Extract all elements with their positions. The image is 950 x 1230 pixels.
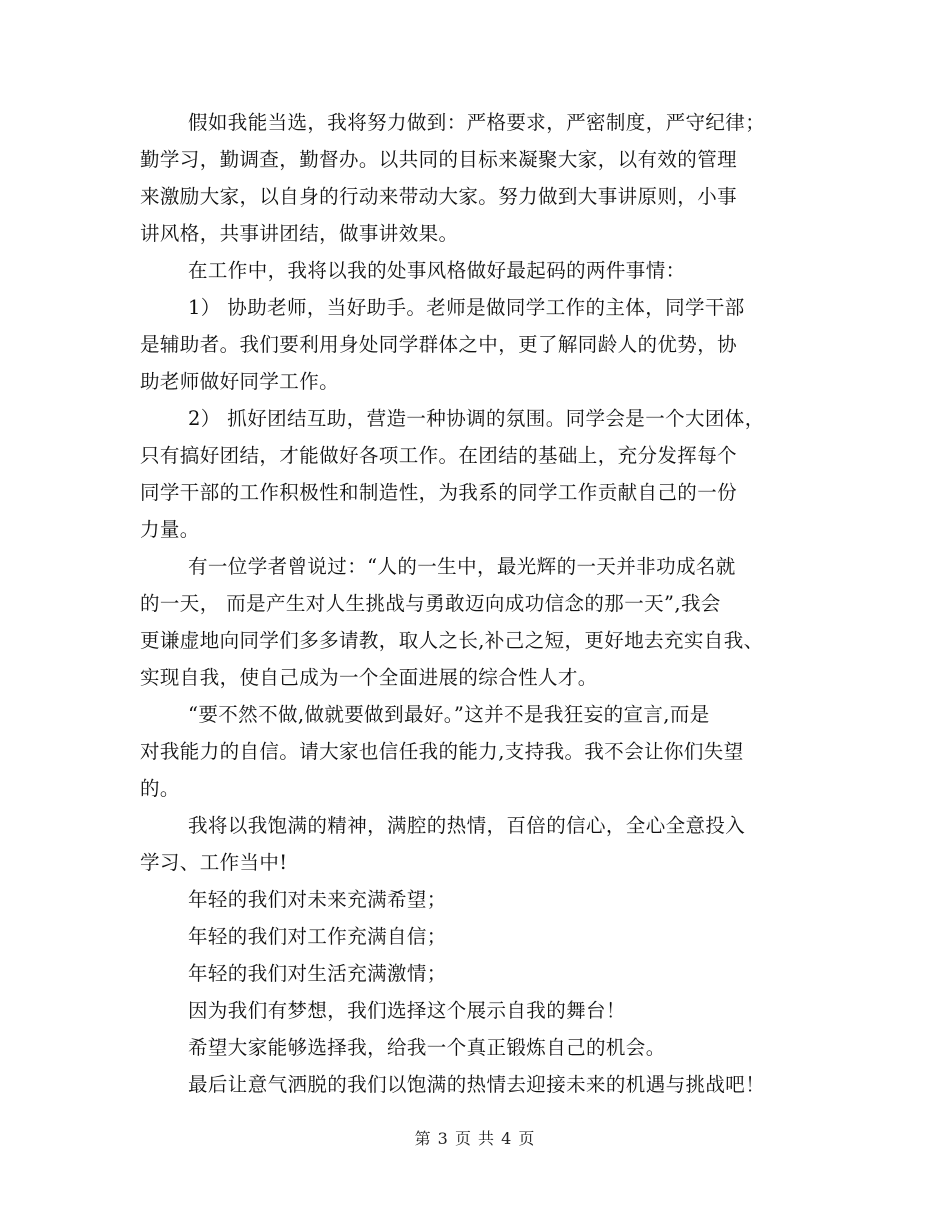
text-line: “要不然不做,做就要做到最好。”这并不是我狂妄的宣言,而是 — [188, 703, 710, 726]
text-line: 因为我们有梦想，我们选择这个展示自我的舞台！ — [188, 999, 626, 1022]
page-number-label: 第 3 页 共 4 页 — [414, 1129, 536, 1148]
text-line: 年轻的我们对工作充满自信； — [188, 925, 447, 948]
text-line: 实现自我，使自己成为一个全面进展的综合性人才。 — [140, 666, 598, 689]
text-line: 我将以我饱满的精神，满腔的热情，百倍的信心，全心全意投入 — [188, 814, 746, 837]
text-line: 的一天， 而是产生对人生挑战与勇敢迈向成功信念的那一天”,我会 — [140, 592, 721, 615]
text-line: 助老师做好同学工作。 — [140, 370, 340, 393]
text-line: 力量。 — [140, 518, 200, 541]
text-line: 同学干部的工作积极性和制造性，为我系的同学工作贡献自己的一份 — [140, 481, 738, 504]
text-line: 年轻的我们对生活充满激情； — [188, 962, 447, 985]
text-line: 讲风格，共事讲团结，做事讲效果。 — [140, 222, 459, 245]
text-line: 只有搞好团结，才能做好各项工作。在团结的基础上，充分发挥每个 — [140, 444, 738, 467]
text-line: 有一位学者曾说过：“人的一生中，最光辉的一天并非功成名就 — [188, 555, 736, 578]
text-line: 更谦虚地向同学们多多请教，取人之长,补己之短，更好地去充实自我、 — [140, 629, 764, 652]
text-line: 在工作中，我将以我的处事风格做好最起码的两件事情： — [188, 259, 686, 282]
text-line: 假如我能当选，我将努力做到：严格要求，严密制度，严守纪律； — [188, 111, 766, 134]
text-line: 来激励大家，以自身的行动来带动大家。努力做到大事讲原则，小事 — [140, 185, 738, 208]
text-line: 勤学习，勤调查，勤督办。以共同的目标来凝聚大家，以有效的管理 — [140, 148, 738, 171]
page-footer — [0, 1126, 950, 1149]
text-line: 的。 — [140, 777, 180, 800]
text-line: 学习、工作当中! — [140, 851, 288, 874]
text-line: 对我能力的自信。请大家也信任我的能力,支持我。我不会让你们失望 — [140, 740, 744, 763]
text-line: 希望大家能够选择我，给我一个真正锻炼自己的机会。 — [188, 1036, 666, 1059]
document-body — [140, 104, 820, 1103]
text-line: 年轻的我们对未来充满希望； — [188, 888, 447, 911]
text-line: 是辅助者。我们要利用身处同学群体之中，更了解同龄人的优势，协 — [140, 333, 738, 356]
text-line: 最后让意气洒脱的我们以饱满的热情去迎接未来的机遇与挑战吧！ — [188, 1073, 766, 1096]
text-line: 1） 协助老师，当好助手。老师是做同学工作的主体，同学干部 — [188, 296, 745, 319]
text-line: 2） 抓好团结互助，营造一种协调的氛围。同学会是一个大团体， — [188, 407, 765, 430]
